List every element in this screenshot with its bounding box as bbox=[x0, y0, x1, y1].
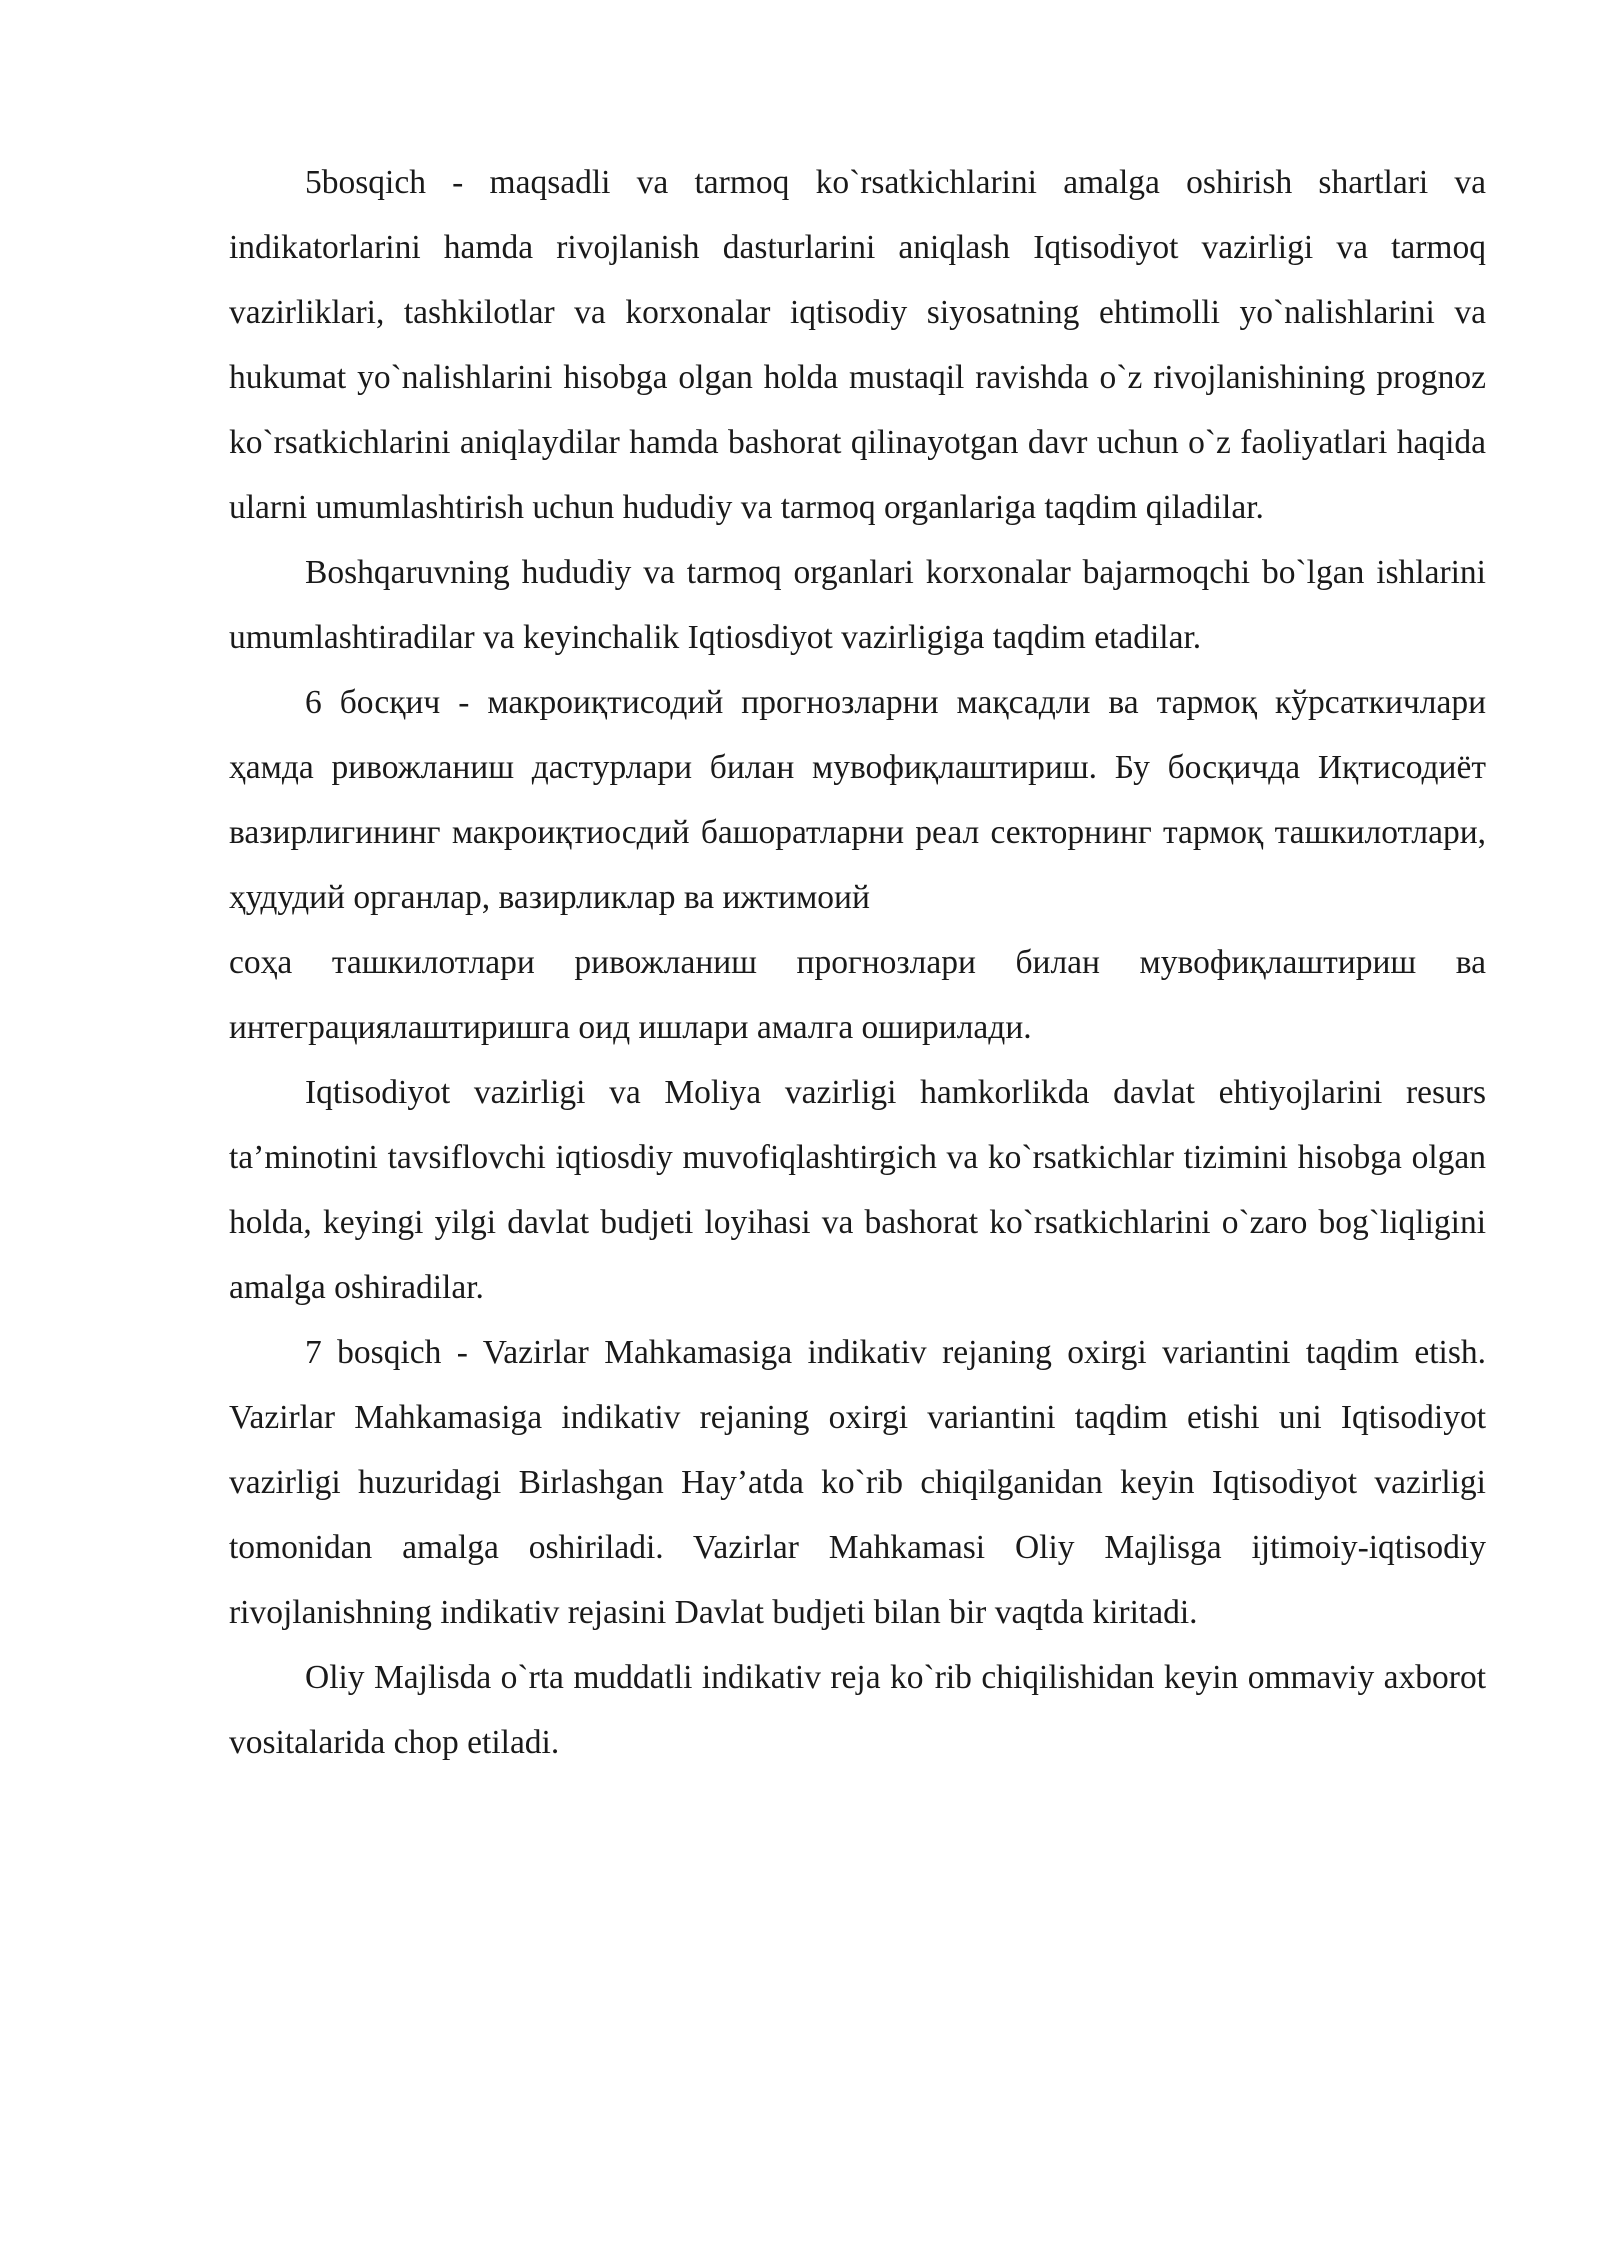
paragraph-ministries-cooperation: Iqtisodiyot vazirligi va Moliya vazirligi hamkorlikda davlat ehtiyojlarini resurs ta’minotini tavsiflovchi iqtiosdiy muvofiqlashtirgich va ko`rsatkichlar tizimini hisobga olgan holda, keyingi yilgi davlat budjeti loyihasi va bashorat ko`rsatkichlarini o`zaro bog`liqligini amalga oshiradilar. bbox=[229, 1074, 1486, 1306]
document-body bbox=[229, 150, 1486, 1775]
paragraph-stage-5: 5bosqich - maqsadli va tarmoq ko`rsatkichlarini amalga oshirish shartlari va indikatorlarini hamda rivojlanish dasturlarini aniqlash Iqtisodiyot vazirligi va tarmoq vazirliklari, tashkilotlar va korxonalar iqtisodiy siyosatning ehtimolli yo`nalishlarini va hukumat yo`nalishlarini hisobga olgan holda mustaqil ravishda o`z rivojlanishining prognoz ko`rsatkichlarini aniqlaydilar hamda bashorat qilinayotgan davr uchun o`z faoliyatlari haqida ularni umumlashtirish uchun hududiy va tarmoq organlariga taqdim qiladilar. bbox=[229, 164, 1486, 526]
paragraph-stage-6-continued: соҳа ташкилотлари ривожланиш прогнозлари билан мувофиқлаштириш ва интеграциялаштиришга оид ишлари амалга оширилади. bbox=[229, 944, 1486, 1046]
paragraph-publication: Oliy Majlisda o`rta muddatli indikativ reja ko`rib chiqilishidan keyin ommaviy axborot vositalarida chop etiladi. bbox=[229, 1659, 1486, 1761]
paragraph-stage-6: 6 босқич - макроиқтисодий прогнозларни мақсадли ва тармоқ кўрсаткичлари ҳамда ривожланиш дастурлари билан мувофиқлаштириш. Бу босқичда Иқтисодиёт вазирлигининг макроиқтиосдий башоратларни реал секторнинг тармоқ ташкилотлари, ҳудудий органлар, вазирликлар ва ижтимоий bbox=[229, 684, 1486, 916]
paragraph-stage-7: 7 bosqich - Vazirlar Mahkamasiga indikativ rejaning oxirgi variantini taqdim etish. Vazirlar Mahkamasiga indikativ rejaning oxirgi variantini taqdim etishi uni Iqtisodiyot vazirligi huzuridagi Birlashgan Hay’atda ko`rib chiqilganidan keyin Iqtisodiyot vazirligi tomonidan amalga oshiriladi. Vazirlar Mahkamasi Oliy Majlisga ijtimoiy-iqtisodiy rivojlanishning indikativ rejasini Davlat budjeti bilan bir vaqtda kiritadi. bbox=[229, 1334, 1486, 1631]
paragraph-management-bodies: Boshqaruvning hududiy va tarmoq organlari korxonalar bajarmoqchi bo`lgan ishlarini umumlashtiradilar va keyinchalik Iqtiosdiyot vazirligiga taqdim etadilar. bbox=[229, 554, 1486, 656]
